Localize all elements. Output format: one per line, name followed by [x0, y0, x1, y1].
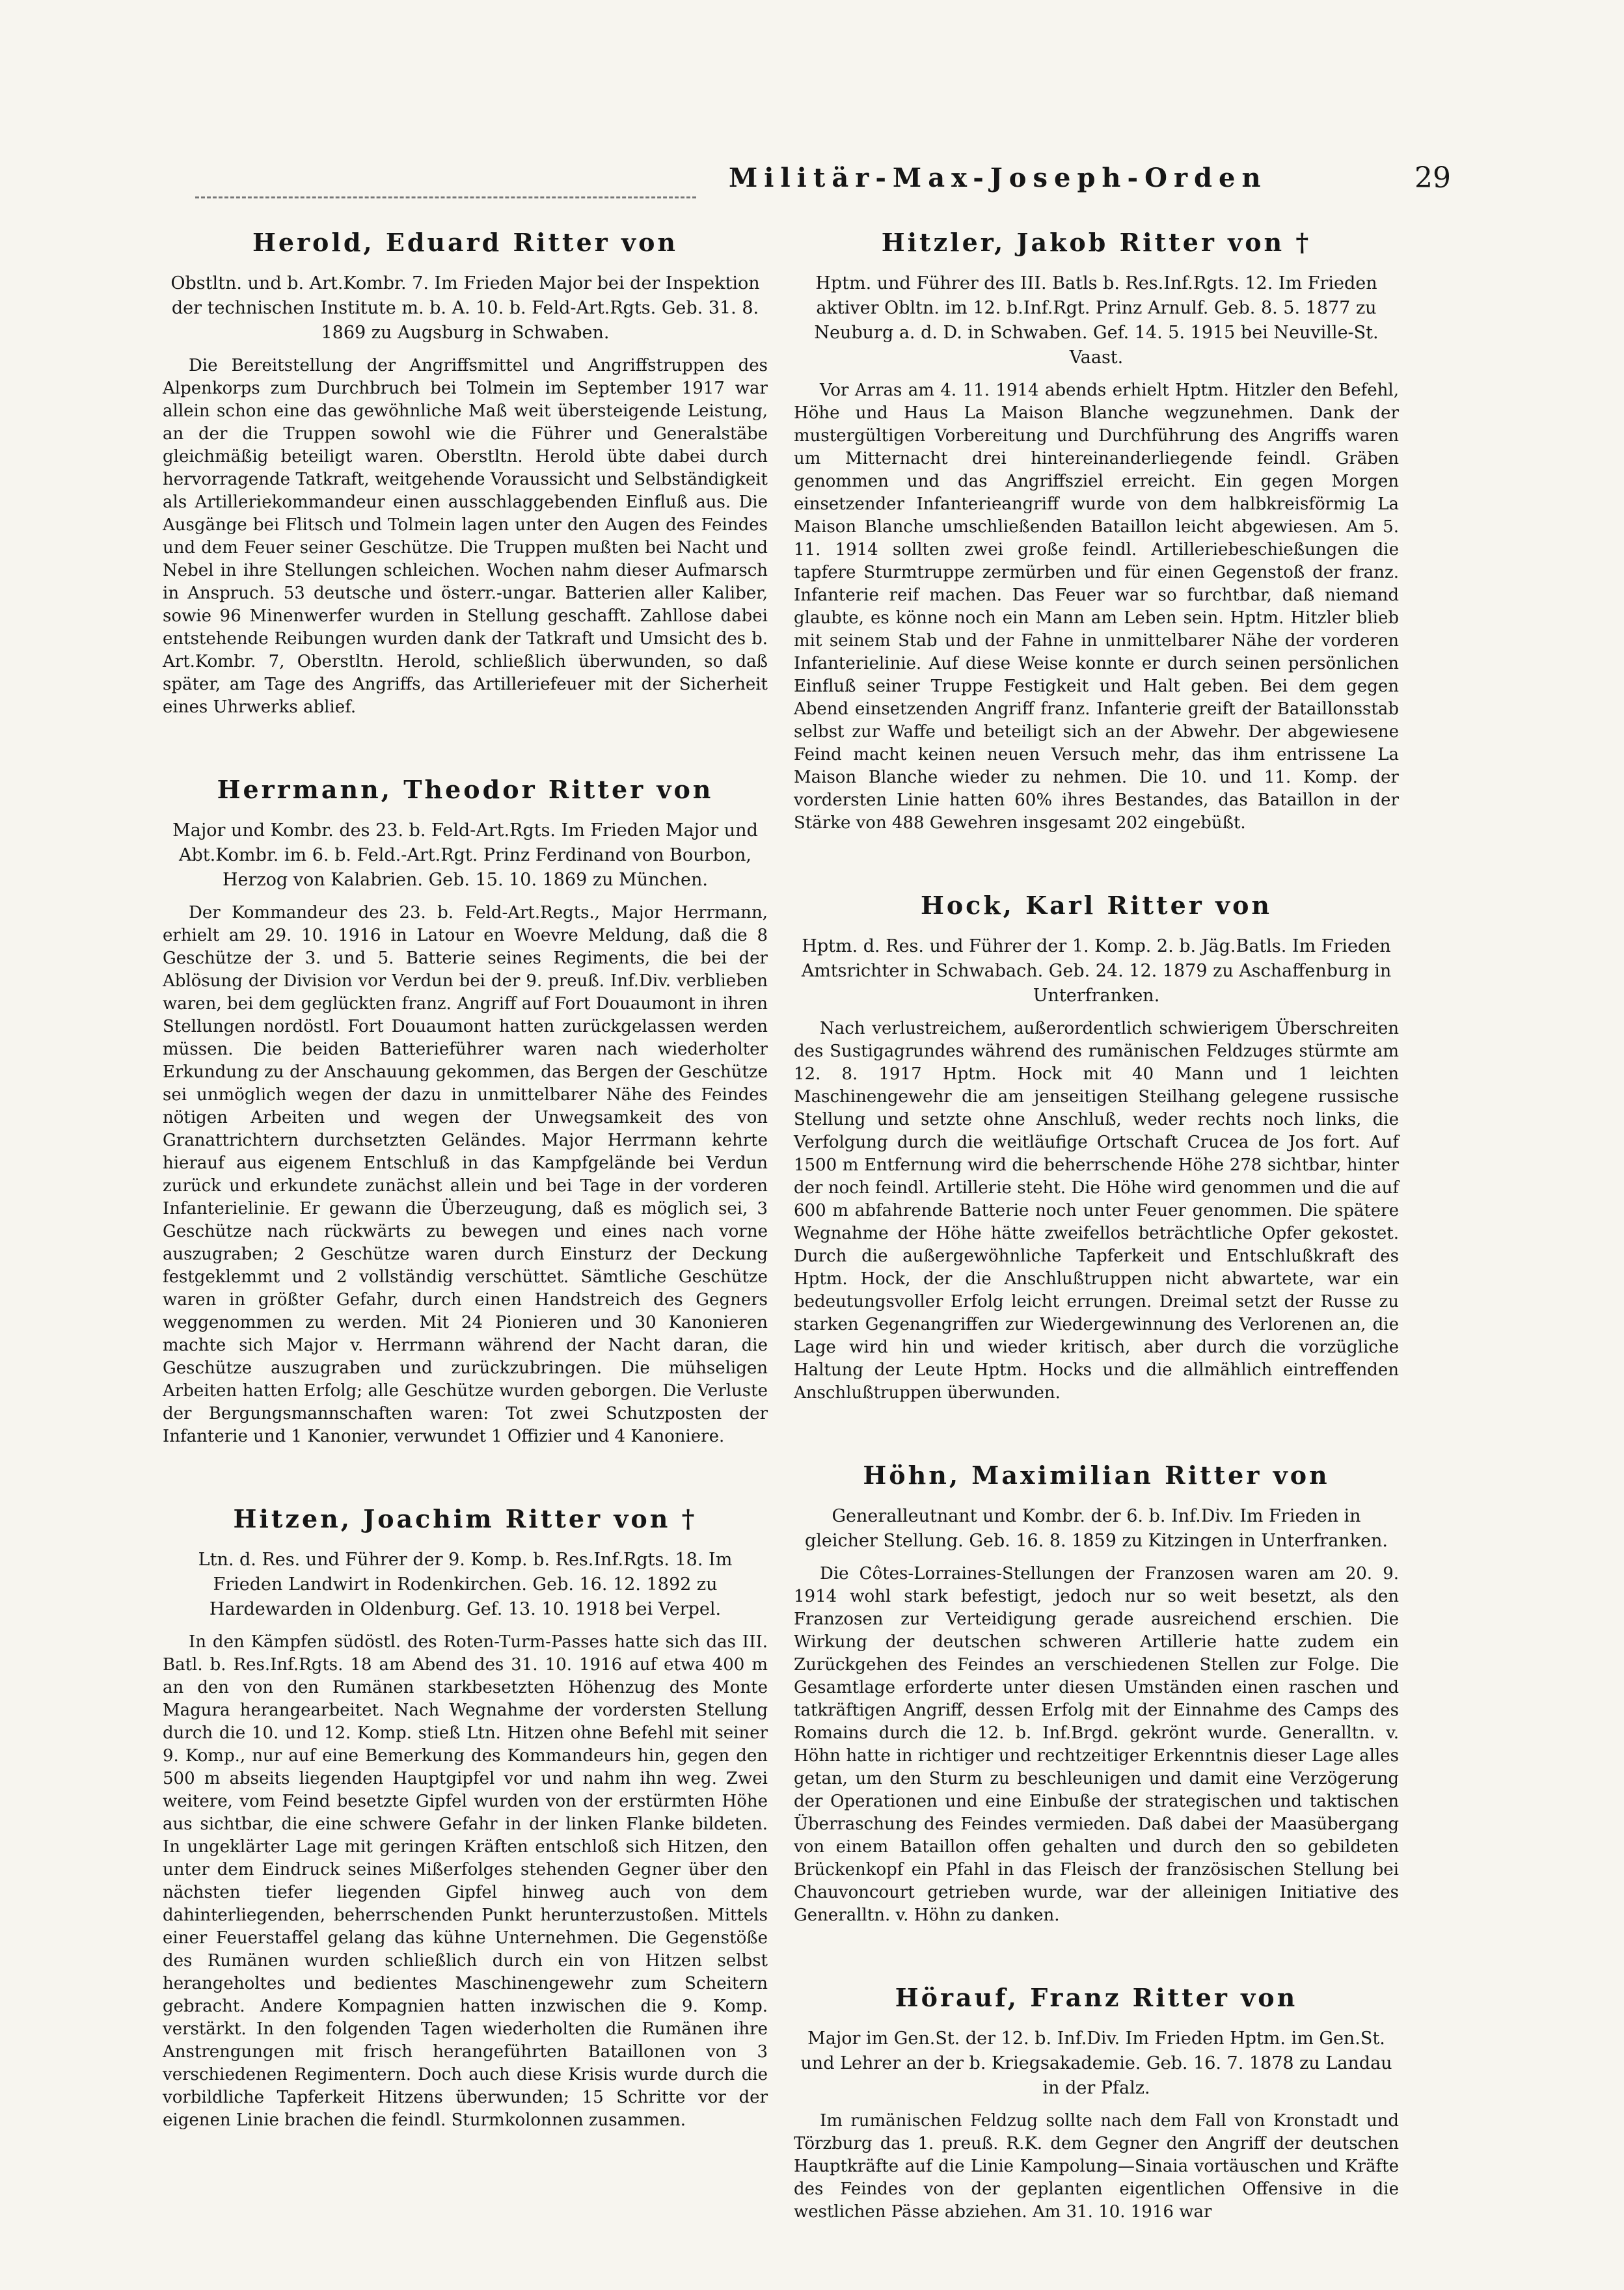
entry-hoehn: [794, 1461, 1399, 1927]
entry-herrmann: [163, 775, 768, 1448]
entry-hitzen: [163, 1504, 768, 2132]
entry-hock: [794, 891, 1399, 1405]
header-title: Militär-Max-Joseph-Orden: [729, 163, 1267, 193]
entry-body: Die Bereitstellung der Angriffsmittel und Angriffstruppen des Alpenkorps zum Durchbruch bei Tolmein im September 1917 war allein schon eine das gewöhnliche Maß weit übersteigende Leistung, an der die Truppen sowohl wie die Führer und Generalstäbe gleichmäßig beteiligt waren. Oberstltn. Herold übte dabei durch hervorragende Tatkraft, weitgehende Voraussicht und Selbständigkeit als Artilleriekommandeur einen ausschlaggebenden Einfluß aus. Die Ausgänge bei Flitsch und Tolmein lagen unter den Augen des Feindes und dem Feuer seiner Geschütze. Die Truppen mußten bei Nacht und Nebel in ihre Stellungen schleichen. Wochen nahm dieser Aufmarsch in Anspruch. 53 deutsche und österr.-ungar. Batterien aller Kaliber, sowie 96 Minenwerfer wurden in Stellung geschafft. Zahllose dabei entstehende Reibungen wurden dank der Tatkraft und Umsicht des b. Art.Kombr. 7, Oberstltn. Herold, schließlich überwunden, so daß später, am Tage des Angriffs, das Artilleriefeuer mit der Sicherheit eines Uhrwerks ablief.: [163, 356, 768, 717]
entry-body: Der Kommandeur des 23. b. Feld-Art.Regts., Major Herrmann, erhielt am 29. 10. 1916 in Latour en Woevre Meldung, daß die 8 Geschütze der 3. und 5. Batterie seines Regiments, die bei der Ablösung der Division vor Verdun bei der 9. preuß. Inf.Div. verblieben waren, bei dem geglückten franz. Angriff auf Fort Douaumont in ihren Stellungen nordöstl. Fort Douaumont hatten zurückgelassen werden müssen. Die beiden Batterieführer waren nach wiederholter Erkundung zu der Anschauung gekommen, das Bergen der Geschütze sei unmöglich wegen der dazu in unmittelbarer Nähe des Feindes nötigen Arbeiten und wegen der Unwegsamkeit des von Granattrichtern durchsetzten Geländes. Major Herrmann kehrte hierauf aus eigenem Entschluß in das Kampfgelände bei Verdun zurück und erkundete zunächst allein und bei Tage in der vorderen Infanterielinie. Er gewann die Überzeugung, daß es möglich sei, 3 Geschütze nach rückwärts zu bewegen und eines nach vorne auszugraben; 2 Geschütze waren durch Einsturz der Deckung festgeklemmt und 2 vollständig verschüttet. Sämtliche Geschütze waren in größter Gefahr, durch einen Handstreich des Gegners weggenommen zu werden. Mit 24 Pionieren und 30 Kanonieren machte sich Major v. Herrmann während der Nacht daran, die Geschütze auszugraben und zurückzubringen. Die mühseligen Arbeiten hatten Erfolg; alle Geschütze wurden geborgen. Die Verluste der Bergungsmannschaften waren: Tot zwei Schutzposten der Infanterie und 1 Kanonier, verwundet 1 Offizier und 4 Kanoniere.: [163, 903, 768, 1446]
entry-name: Hitzler, Jakob Ritter von †: [881, 228, 1312, 257]
page-number: 29: [1414, 161, 1451, 195]
entry-body: Nach verlustreichem, außerordentlich schwierigem Überschreiten des Sustigagrundes während des rumänischen Feldzuges stürmte am 12. 8. 1917 Hptm. Hock mit 40 Mann und 1 leichten Maschinengewehr die am jenseitigen Steilhang gelegene russische Stellung und setzte ohne Anschluß, weder rechts noch links, die Verfolgung durch die weitläufige Ortschaft Crucea de Jos fort. Auf 1500 m Entfernung wird die beherrschende Höhe 278 sichtbar, hinter der noch feindl. Artillerie steht. Die Höhe wird genommen und die auf 600 m abfahrende Batterie noch unter Feuer genommen. Die spätere Wegnahme der Höhe hätte zweifellos beträchtliche Opfer gekostet. Durch die außergewöhnliche Tapferkeit und Entschlußkraft des Hptm. Hock, der die Anschlußtruppen nicht abwartete, war ein bedeutungsvoller Erfolg leicht errungen. Dreimal setzt der Russe zu starken Gegenangriffen zur Wiedergewinnung des Verlorenen an, die Lage wird hin und wieder kritisch, aber durch die vorzügliche Haltung der Leute Hptm. Hocks und die allmählich eintreffenden Anschlußtruppen überwunden.: [794, 1019, 1399, 1403]
entry-service: Ltn. d. Res. und Führer der 9. Komp. b. Res.Inf.Rgts. 18. Im Frieden Landwirt in Rodenkirchen. Geb. 16. 12. 1892 zu Hardewarden in Oldenburg. Gef. 13. 10. 1918 bei Verpel.: [198, 1550, 733, 1619]
right-column: [794, 215, 1399, 2280]
entry-body: Vor Arras am 4. 11. 1914 abends erhielt Hptm. Hitzler den Befehl, Höhe und Haus La Maison Blanche wegzunehmen. Dank der mustergültigen Vorbereitung und Durchführung des Angriffs waren um Mitternacht drei hintereinanderliegende feindl. Gräben genommen und das Angriffsziel erreicht. Ein gegen Morgen einsetzender Infanterieangriff wurde von dem halbkreisförmig La Maison Blanche umschließenden Bataillon leicht abgewiesen. Am 5. 11. 1914 sollten zwei große feindl. Artilleriebeschießungen die tapfere Sturmtruppe zermürben und für einen Gegenstoß der franz. Infanterie reif machen. Das Feuer war so furchtbar, daß niemand glaubte, es könne noch ein Mann am Leben sein. Hptm. Hitzler blieb mit seinem Stab und der Fahne in unmittelbarer Nähe der vorderen Infanterielinie. Auf diese Weise konnte er durch seinen persönlichen Einfluß seiner Truppe Festigkeit und Halt geben. Bei dem gegen Abend einsetzenden Angriff franz. Infanterie greift der Bataillonsstab selbst zur Waffe und beteiligt sich an der Abwehr. Der abgewiesene Feind macht keinen neuen Versuch mehr, das ihm entrissene La Maison Blanche wieder zu nehmen. Die 10. und 11. Komp. der vordersten Linie hatten 60% ihres Bestandes, das Bataillon in der Stärke von 488 Gewehren insgesamt 202 eingebüßt.: [794, 381, 1399, 833]
entry-service: Obstltn. und b. Art.Kombr. 7. Im Frieden Major bei der Inspektion der technischen Institute m. b. A. 10. b. Feld-Art.Rgts. Geb. 31. 8. 1869 zu Augsburg in Schwaben.: [170, 273, 760, 343]
entry-hitzler: [794, 228, 1399, 835]
entry-name: Hitzen, Joachim Ritter von †: [233, 1504, 697, 1533]
entry-service: Hptm. d. Res. und Führer der 1. Komp. 2. b. Jäg.Batls. Im Frieden Amtsrichter in Schwabach. Geb. 24. 12. 1879 zu Aschaffenburg in Unterfranken.: [801, 936, 1392, 1006]
entry-service: Major im Gen.St. der 12. b. Inf.Div. Im Frieden Hptm. im Gen.St. und Lehrer an der b. Kriegsakademie. Geb. 16. 7. 1878 zu Landau in der Pfalz.: [800, 2028, 1392, 2098]
entry-service: Hptm. und Führer des III. Batls b. Res.Inf.Rgts. 12. Im Frieden aktiver Obltn. im 12. b.Inf.Rgt. Prinz Arnulf. Geb. 8. 5. 1877 zu Neuburg a. d. D. in Schwaben. Gef. 14. 5. 1915 bei Neuville-St. Vaast.: [814, 273, 1379, 368]
entry-name: Herold, Eduard Ritter von: [252, 228, 679, 257]
entry-name: Höhn, Maximilian Ritter von: [863, 1461, 1330, 1490]
entry-service: Major und Kombr. des 23. b. Feld-Art.Rgts. Im Frieden Major und Abt.Kombr. im 6. b. Feld.-Art.Rgt. Prinz Ferdinand von Bourbon, Herzog von Kalabrien. Geb. 15. 10. 1869 zu München.: [172, 820, 758, 890]
running-header: [156, 159, 1451, 211]
entry-body: Im rumänischen Feldzug sollte nach dem Fall von Kronstadt und Törzburg das 1. preuß. R.K. dem Gegner den Angriff der deutschen Hauptkräfte auf die Linie Kampolung—Sinaia vortäuschen und Kräfte des Feindes von der geplanten eigentlichen Offensive in die westlichen Pässe abziehen. Am 31. 10. 1916 war: [794, 2111, 1399, 2222]
entry-herold: [163, 228, 768, 719]
entry-service: Generalleutnant und Kombr. der 6. b. Inf.Div. Im Frieden in gleicher Stellung. Geb. 16. 8. 1859 zu Kitzingen in Unterfranken.: [804, 1506, 1388, 1551]
entry-name: Hörauf, Franz Ritter von: [895, 1983, 1298, 2012]
entry-hoerauf: [794, 1983, 1399, 2224]
header-rule: [195, 196, 696, 198]
entry-body: Die Côtes-Lorraines-Stellungen der Franzosen waren am 20. 9. 1914 wohl stark befestigt, jedoch nur so weit besetzt, als den Franzosen zur Verteidigung gerade ausreichend erschien. Die Wirkung der deutschen schweren Artillerie hatte zudem ein Zurückgehen des Feindes an verschiedenen Stellen zur Folge. Die Gesamtlage erforderte unter diesen Umständen einen raschen und tatkräftigen Angriff, dessen Erfolg mit der Einnahme des Camps des Romains durch die 12. b. Inf.Brgd. gekrönt wurde. Generalltn. v. Höhn hatte in richtiger und rechtzeitiger Erkenntnis dieser Lage alles getan, um den Sturm zu beschleunigen und damit eine Verzögerung der Operationen und eine Einbuße der strategischen und taktischen Überraschung des Feindes vermieden. Daß dabei der Maasübergang von einem Bataillon offen gehalten und durch den so gebildeten Brückenkopf ein Pfahl in das Fleisch der französischen Stellung bei Chauvoncourt getrieben wurde, war der alleinigen Initiative des Generalltn. v. Höhn zu danken.: [794, 1564, 1399, 1925]
entry-body: In den Kämpfen südöstl. des Roten-Turm-Passes hatte sich das III. Batl. b. Res.Inf.Rgts. 18 am Abend des 31. 10. 1916 auf etwa 400 m an den von den Rumänen starkbesetzten Höhenzug des Monte Magura herangearbeitet. Nach Wegnahme der vordersten Stellung durch die 10. und 12. Komp. stieß Ltn. Hitzen ohne Befehl mit seiner 9. Komp., nur auf eine Bemerkung des Kommandeurs hin, gegen den 500 m abseits liegenden Hauptgipfel vor und nahm ihn weg. Zwei weitere, vom Feind besetzte Gipfel wurden von der erstürmten Höhe aus sichtbar, die eine schwere Gefahr in der linken Flanke bildeten. In ungeklärter Lage mit geringen Kräften entschloß sich Hitzen, den unter dem Eindruck seines Mißerfolges stehenden Gegner über den nächsten tiefer liegenden Gipfel hinweg auch von dem dahinterliegenden, beherrschenden Punkt herunterzustoßen. Mittels einer Feuerstaffel gelang das kühne Unternehmen. Die Gegenstöße des Rumänen wurden schließlich durch ein von Hitzen selbst herangeholtes und bedientes Maschinengewehr zum Scheitern gebracht. Andere Kompagnien hatten inzwischen die 9. Komp. verstärkt. In den folgenden Tagen wiederholten die Rumänen ihre Anstrengungen mit frisch herangeführten Bataillonen von 3 verschiedenen Regimentern. Doch auch diese Krisis wurde durch die vorbildliche Tapferkeit Hitzens überwunden; 15 Schritte vor der eigenen Linie brachen die feindl. Sturmkolonnen zusammen.: [163, 1632, 768, 2130]
entry-name: Hock, Karl Ritter von: [920, 891, 1273, 920]
entry-name: Herrmann, Theodor Ritter von: [217, 775, 714, 804]
left-column: [163, 215, 768, 2188]
